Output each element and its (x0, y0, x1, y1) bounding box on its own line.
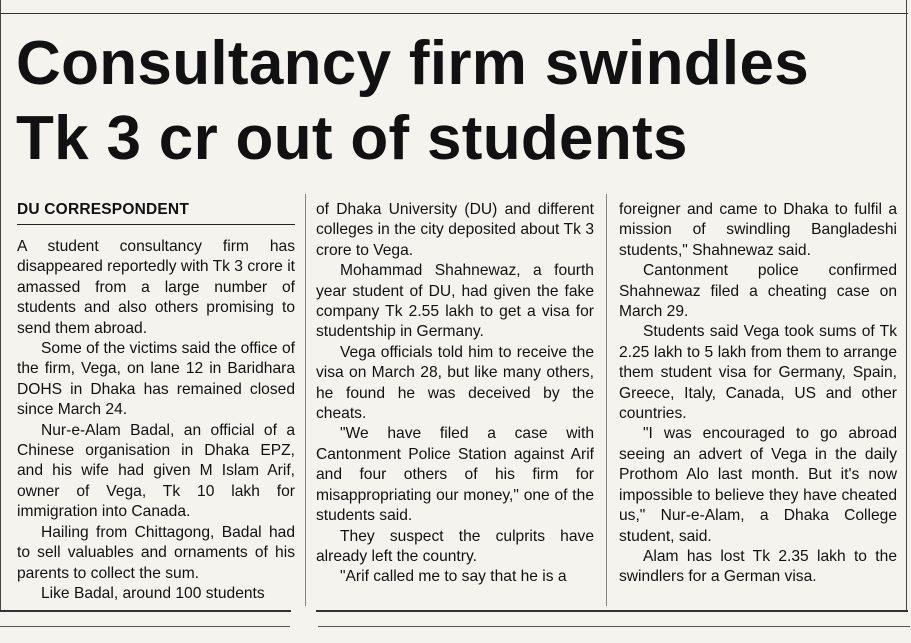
fragment-rule (0, 626, 290, 627)
next-article-fragment (0, 614, 911, 643)
paragraph: Students said Vega took sums of Tk 2.25 lakh to 5 lakh from them to arrange them student visa for Germany, Spain, Greece, Italy, Canada, US and other countries. (619, 323, 897, 423)
bottom-rule (0, 610, 291, 612)
paragraph: Some of the victims said the office of the firm, Vega, on lane 12 in Baridhara DOHS in Dhaka has remained closed since March 24. (17, 340, 295, 419)
column-divider (606, 194, 607, 606)
paragraph: Hailing from Chittagong, Badal had to sell valuables and ornaments of his parents to collect the sum. (17, 523, 295, 582)
top-rule (0, 13, 908, 14)
paragraph: "Arif called me to say that he is a (340, 568, 567, 586)
paragraph: Vega officials told him to receive the visa on March 28, but like many others, he found he was deceived by the cheats. (316, 343, 594, 423)
left-border-rule (0, 0, 1, 610)
paragraph: of Dhaka University (DU) and different colleges in the city deposited about Tk 3 crore to Vega. (316, 201, 594, 259)
paragraph: "We have filed a case with Cantonment Police Station against Arif and four others of his firm for misappropriating our money," one of the students said. (316, 425, 594, 525)
article-column-2 (316, 200, 594, 588)
paragraph: A student consultancy firm has disappeared reportedly with Tk 3 crore it amassed from a large number of students and also others promising to send them abroad. (17, 238, 295, 337)
article-column-1 (17, 200, 295, 604)
paragraph: They suspect the culprits have already left the country. (316, 527, 594, 565)
paragraph: Mohammad Shahnewaz, a fourth year student of DU, had given the fake company Tk 2.55 lakh to get a visa for studentship in Germany. (316, 262, 594, 341)
bottom-rule (316, 610, 908, 612)
article-column-3 (619, 200, 897, 588)
paragraph: Like Badal, around 100 students (41, 584, 265, 602)
byline: DU CORRESPONDENT (17, 200, 295, 225)
paragraph: Cantonment police confirmed Shahnewaz filed a cheating case on March 29. (619, 262, 897, 321)
paragraph: "I was encouraged to go abroad seeing an advert of Vega in the daily Prothom Alo last month. But it's now impossible to believe they have cheated us," Nur-e-Alam, a Dhaka College student, said. (619, 425, 897, 545)
right-border-rule (906, 0, 907, 610)
fragment-rule (318, 626, 910, 627)
headline-line-2: Tk 3 cr out of students (16, 104, 688, 173)
paragraph: Alam has lost Tk 2.35 lakh to the swindlers for a German visa. (619, 547, 897, 586)
paragraph: Nur-e-Alam Badal, an official of a Chinese organisation in Dhaka EPZ, and his wife had given M Islam Arif, owner of Vega, Tk 10 lakh for immigration into Canada. (17, 421, 295, 521)
headline-line-1: Consultancy firm swindles (16, 29, 810, 98)
column-divider (305, 194, 306, 606)
paragraph: foreigner and came to Dhaka to fulfil a mission of swindling Bangladeshi students," Shahnewaz said. (619, 201, 897, 259)
headline (16, 26, 896, 176)
